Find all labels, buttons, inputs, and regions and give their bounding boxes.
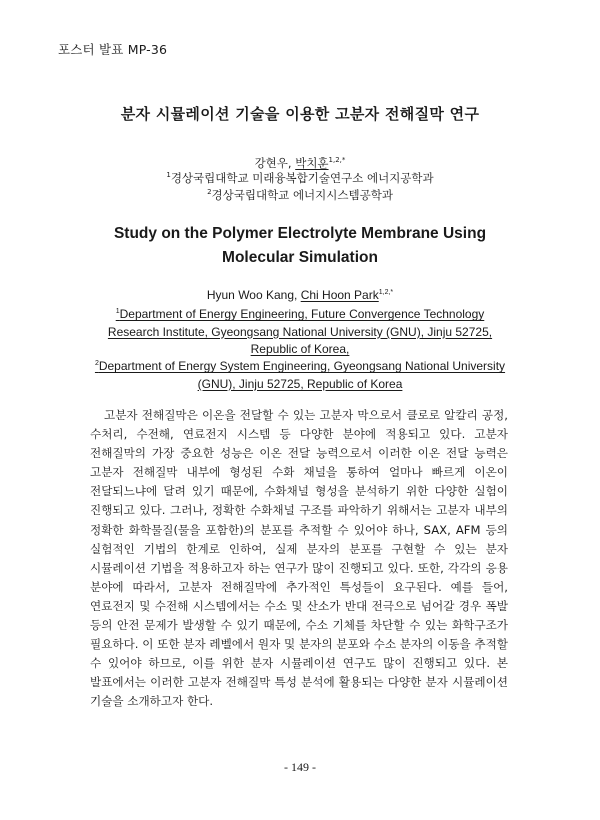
page-number: - 149 - bbox=[284, 760, 316, 774]
english-affiliation-2 bbox=[0, 358, 600, 393]
english-aff2-line-2: (GNU), Jinju 52725, Republic of Korea bbox=[197, 376, 403, 391]
english-title-line-2: Molecular Simulation bbox=[222, 249, 378, 266]
english-authors bbox=[0, 288, 600, 302]
english-aff1-line-1: $^1$Department of Energy Engineering, Future Convergence Technology bbox=[115, 307, 485, 321]
english-author-1: Hyun Woo Kang, bbox=[206, 288, 301, 302]
english-aff1-sup: 1 bbox=[115, 308, 120, 315]
english-author-2-sup: 1,2,* bbox=[378, 289, 394, 296]
english-author-2: Chi Hoon Park bbox=[300, 288, 379, 302]
english-aff2-sup: 2 bbox=[94, 360, 99, 367]
korean-author-1: 강현우, bbox=[254, 156, 296, 170]
korean-title: 분자 시뮬레이션 기술을 이용한 고분자 전해질막 연구 bbox=[120, 105, 480, 123]
english-aff1-line-3: Republic of Korea, bbox=[250, 342, 350, 356]
korean-aff2-text: 경상국립대학교 에너지시스템공학과 bbox=[211, 188, 393, 202]
english-aff2-line-1: $^2$Department of Energy System Engineering, Gyeongsang National University bbox=[94, 359, 506, 373]
korean-aff1-sup: 1 bbox=[166, 171, 171, 180]
korean-affiliation-1 bbox=[0, 170, 600, 186]
english-title bbox=[0, 222, 600, 270]
korean-author-2: 박치훈 bbox=[295, 156, 329, 170]
header-label: 포스터 발표 MP-36 bbox=[58, 42, 168, 57]
english-title-line-1: Study on the Polymer Electrolyte Membrane Using bbox=[113, 225, 487, 242]
korean-author-2-sup: 1,2,* bbox=[328, 156, 346, 165]
korean-authors bbox=[0, 155, 600, 171]
english-aff1-line-2: Research Institute, Gyeongsang National University (GNU), Jinju 52725, bbox=[107, 324, 493, 339]
english-affiliation-1 bbox=[0, 306, 600, 359]
korean-aff2-sup: 2 bbox=[207, 188, 212, 197]
korean-affiliation-2 bbox=[0, 187, 600, 203]
korean-aff1-text: 경상국립대학교 미래융복합기술연구소 에너지공학과 bbox=[170, 171, 434, 185]
abstract-body: 고분자 전해질막은 이온을 전달할 수 있는 고분자 막으로서 클로로 알칼리 공정, 수처리, 수전해, 연료전지 시스템 등 다양한 분야에 적용되고 있다. 고분자 전해질막의 가장 중요한 성능은 이온 전달 능력으로서 이러한 이온 전달 능력은 고분자 전해질막 내부에 형성된 수화 채널을 통하여 얼마나 빠르게 이온이 전달되느냐에 달려 있기 때문에, 수화채널 형성을 분석하기 위한 다양한 실험이 진행되고 있다. 그러나, 정확한 수화채널 구조를 파악하기 위해서는 고분자 내부의 정확한 화학물질(물을 포함한)의 분포를 추적할 수 있어야 하나, SAX, AFM 등의 실험적인 기법의 한계로 인하여, 실제 분자의 분포를 구현할 수 있는 분자 시뮬레이션 기법을 적용하고자 하는 연구가 많이 진행되고 있다. 또한, 각각의 응용 분야에 따라서, 고분자 전해질막에 추가적인 특성들이 요구된다. 예를 들어, 연료전지 및 수전해 시스템에서는 수소 및 산소가 반대 전극으로 넘어갈 경우 폭발 등의 안전 문제가 발생할 수 있기 때문에, 수소 기체를 차단할 수 있는 화학구조가 필요하다. 이 또한 분자 레벨에서 원자 및 분자의 분포와 수소 분자의 이동을 추적할 수 있어야 하므로, 이를 위한 분자 시뮬레이션 연구도 많이 진행되고 있다. 본 발표에서는 이러한 고분자 전해질막 특성 분석에 활용되는 다양한 분자 시뮬레이션 기술을 소개하고자 한다. bbox=[90, 408, 508, 709]
